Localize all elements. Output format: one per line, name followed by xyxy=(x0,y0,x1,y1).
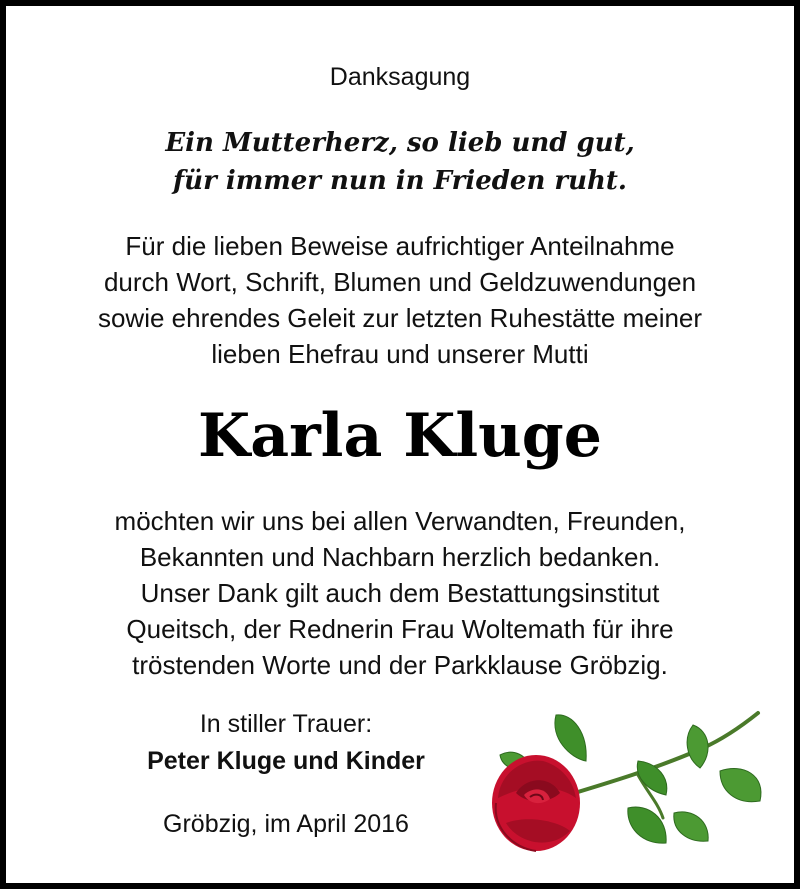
rose-leaf xyxy=(555,715,586,761)
thanks-line: tröstenden Worte und der Parkklause Gröbzig. xyxy=(132,650,668,680)
intro-line: sowie ehrendes Geleit zur letzten Ruhestätte meiner xyxy=(97,303,703,333)
rose-leaf xyxy=(674,812,708,841)
thanks-paragraph xyxy=(6,503,794,683)
mourners-names: Peter Kluge und Kinder xyxy=(147,747,425,775)
verse-line: für immer nun in Frieden ruht. xyxy=(173,166,627,196)
thanks-line: Bekannten und Nachbarn herzlich bedanken. xyxy=(139,542,661,572)
intro-line: durch Wort, Schrift, Blumen und Geldzuwendungen xyxy=(103,267,697,297)
intro-line: Für die lieben Beweise aufrichtiger Anteilnahme xyxy=(125,231,675,261)
deceased-name: Karla Kluge xyxy=(198,401,602,471)
thanks-line: Queitsch, der Rednerin Frau Woltemath für ihre xyxy=(126,614,674,644)
signature-block xyxy=(96,706,476,842)
notice-title: Danksagung xyxy=(329,63,471,91)
mourning-label: In stiller Trauer: xyxy=(199,710,373,738)
thanks-line: möchten wir uns bei allen Verwandten, Freunden, xyxy=(114,506,686,536)
intro-paragraph xyxy=(6,228,794,372)
thanks-line: Unser Dank gilt auch dem Bestattungsinstitut xyxy=(140,578,660,608)
memorial-verse xyxy=(6,124,794,200)
intro-line: lieben Ehefrau und unserer Mutti xyxy=(211,339,589,369)
red-rose-icon xyxy=(488,703,773,858)
verse-line: Ein Mutterherz, so lieb und gut, xyxy=(165,128,635,158)
rose-leaf xyxy=(720,769,761,802)
rose-leaf xyxy=(687,725,708,768)
place-date: Gröbzig, im April 2016 xyxy=(163,810,409,838)
